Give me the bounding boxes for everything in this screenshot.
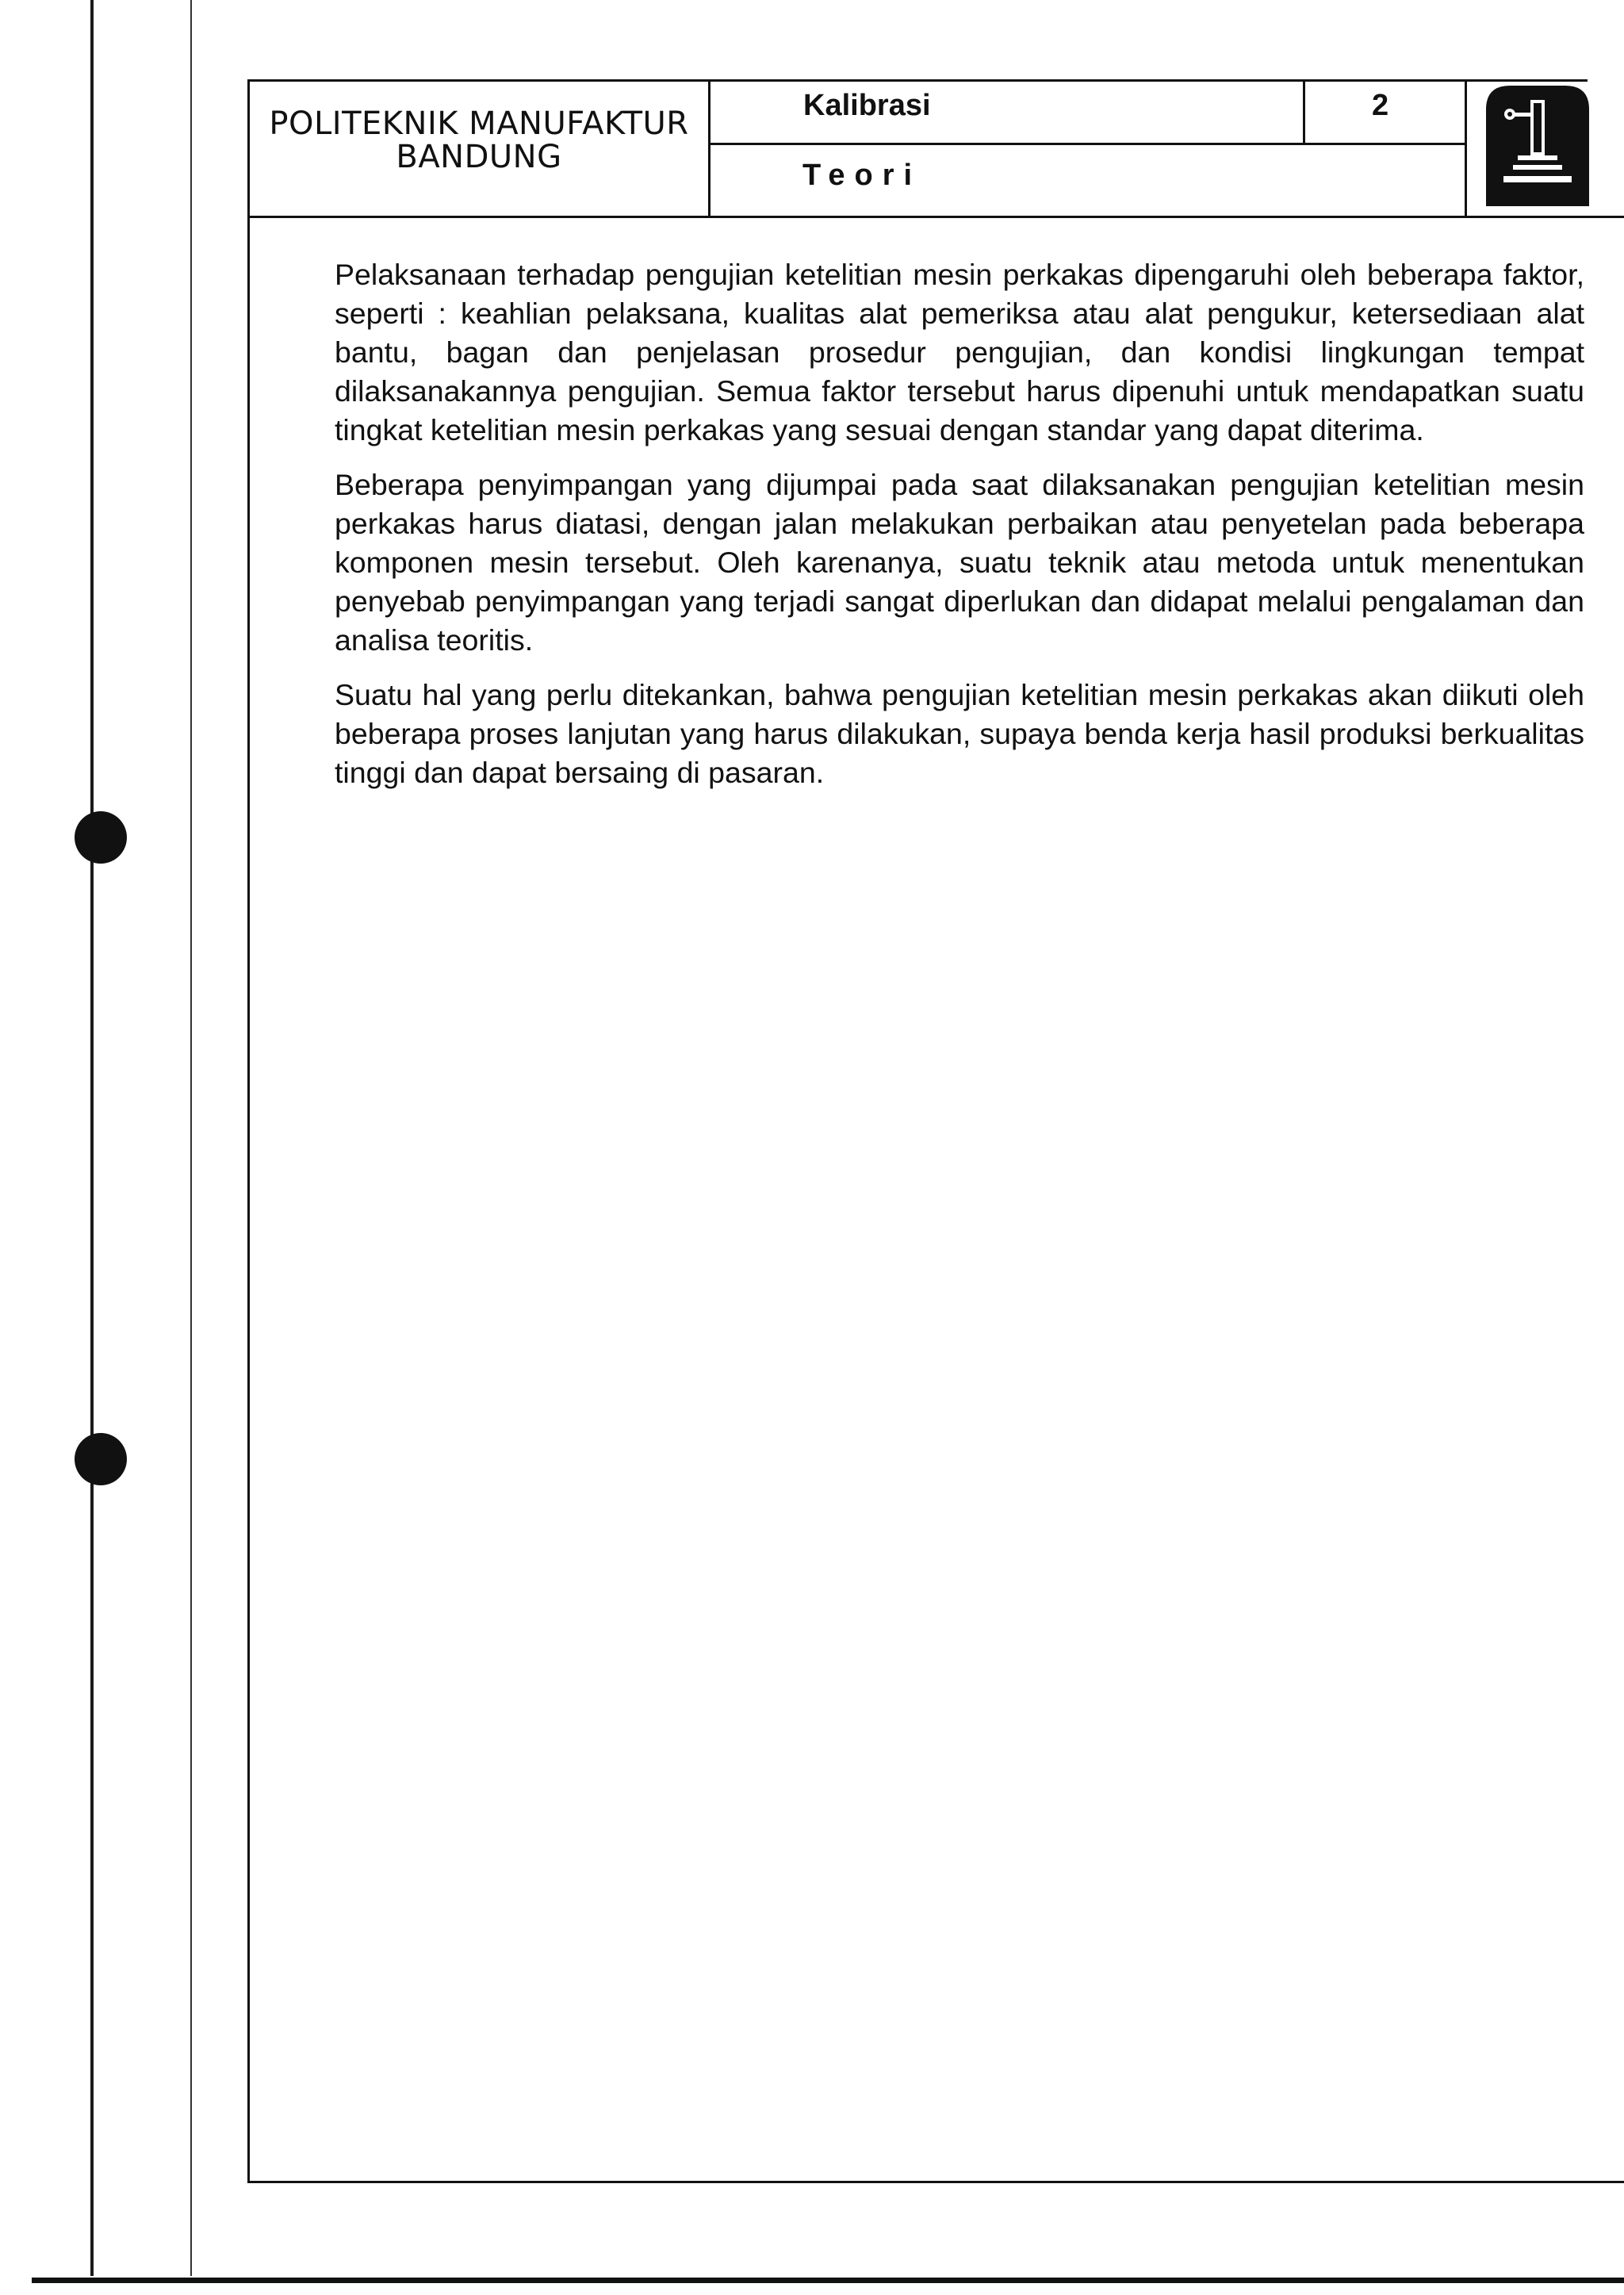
machine-tool-logo-icon	[1486, 86, 1589, 206]
paragraph: Beberapa penyimpangan yang dijumpai pada saat dilaksanakan pengujian ketelitian mesin perkakas harus diatasi, dengan jalan melakukan perbaikan atau penyetelan pada beberapa komponen mesin tersebut. Oleh karenanya, suatu teknik atau metoda untuk menentukan penyebab penyimpangan yang terjadi sangat diperlukan dan didapat melalui pengalaman dan analisa teoritis.	[335, 468, 1584, 657]
header-top-border	[247, 79, 1588, 82]
punch-hole	[75, 1433, 127, 1485]
header-divider	[708, 79, 710, 218]
binder-spine	[90, 0, 94, 2276]
body-text	[335, 255, 1584, 808]
header-divider	[1303, 79, 1305, 144]
paragraph: Pelaksanaan terhadap pengujian ketelitian mesin perkakas dipengaruhi oleh beberapa faktor, seperti : keahlian pelaksana, kualitas alat pemeriksa atau alat pengukur, ketersediaan alat bantu, bagan dan penjelasan prosedur pengujian, dan kondisi lingkungan tempat dilaksanakannya pengujian. Semua faktor tersebut harus dipenuhi untuk mendapatkan suatu tingkat ketelitian mesin perkakas yang sesuai dengan standar yang dapat diterima.	[335, 258, 1584, 446]
page-number: 2	[1372, 89, 1389, 122]
subject-title: Kalibrasi	[803, 89, 931, 122]
bottom-rule	[32, 2278, 1624, 2283]
frame-bottom-border	[247, 2181, 1624, 2183]
punch-hole	[75, 811, 127, 864]
institution-name: POLITEKNIK MANUFAKTUR BANDUNG	[269, 105, 689, 175]
margin-line	[190, 0, 192, 2276]
section-title: Teori	[802, 159, 922, 192]
frame-left-border	[247, 79, 250, 2182]
paragraph: Suatu hal yang perlu ditekankan, bahwa pengujian ketelitian mesin perkakas akan diikuti oleh beberapa proses lanjutan yang harus dilakukan, supaya benda kerja hasil produksi berkualitas tinggi dan dapat bersaing di pasaran.	[335, 678, 1584, 789]
header-row-divider	[708, 143, 1467, 145]
header-bottom-border	[247, 216, 1624, 218]
header-divider	[1465, 79, 1467, 218]
